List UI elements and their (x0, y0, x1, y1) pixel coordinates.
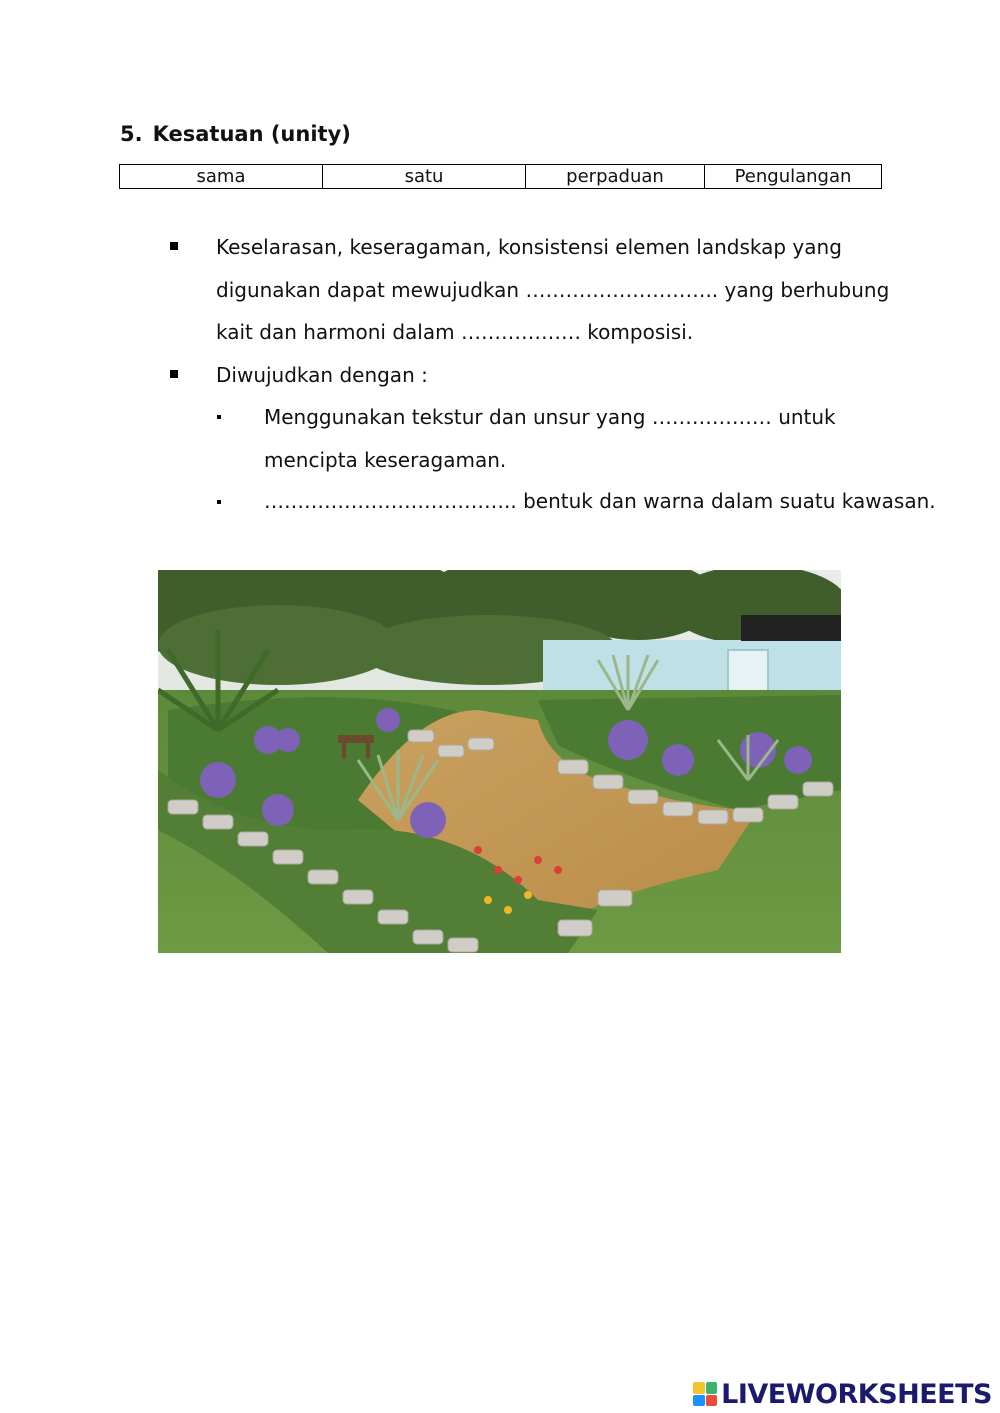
section-number: 5. (120, 122, 143, 146)
liveworksheets-logo-text: LIVEWORKSHEETS (721, 1378, 992, 1410)
word-bank-item-perpaduan[interactable]: perpaduan (526, 165, 705, 189)
liveworksheets-logo[interactable] (693, 1378, 992, 1410)
square-bullet-icon (170, 242, 178, 250)
word-bank-item-satu[interactable]: satu (323, 165, 526, 189)
word-bank-item-sama[interactable]: sama (120, 165, 323, 189)
sub-bullet-1-line-1: Menggunakan tekstur dan unsur yang ……………… untuk (264, 405, 836, 429)
bullet-1-line-1: Keselarasan, keseragaman, konsistensi elemen landskap yang (216, 235, 842, 259)
section-title: Kesatuan (unity) (152, 122, 351, 146)
bullet-1-line-3: kait dan harmoni dalam ……………… komposisi. (216, 320, 694, 344)
sub-bullet-2-text: ……………………………….. bentuk dan warna dalam suatu kawasan. (264, 489, 936, 513)
word-bank-item-pengulangan[interactable]: Pengulangan (705, 165, 882, 189)
word-bank-table (119, 164, 882, 189)
liveworksheets-logo-icon (693, 1382, 717, 1406)
section-heading (120, 122, 351, 146)
sub-bullet-1-line-2: mencipta keseragaman. (264, 448, 507, 472)
bullet-1-line-2: digunakan dapat mewujudkan ……………………….. yang berhubung (216, 278, 890, 302)
dot-bullet-icon (217, 500, 221, 504)
garden-photo (158, 570, 841, 953)
dot-bullet-icon (217, 415, 221, 419)
bullet-2-text: Diwujudkan dengan : (216, 363, 428, 387)
square-bullet-icon (170, 370, 178, 378)
